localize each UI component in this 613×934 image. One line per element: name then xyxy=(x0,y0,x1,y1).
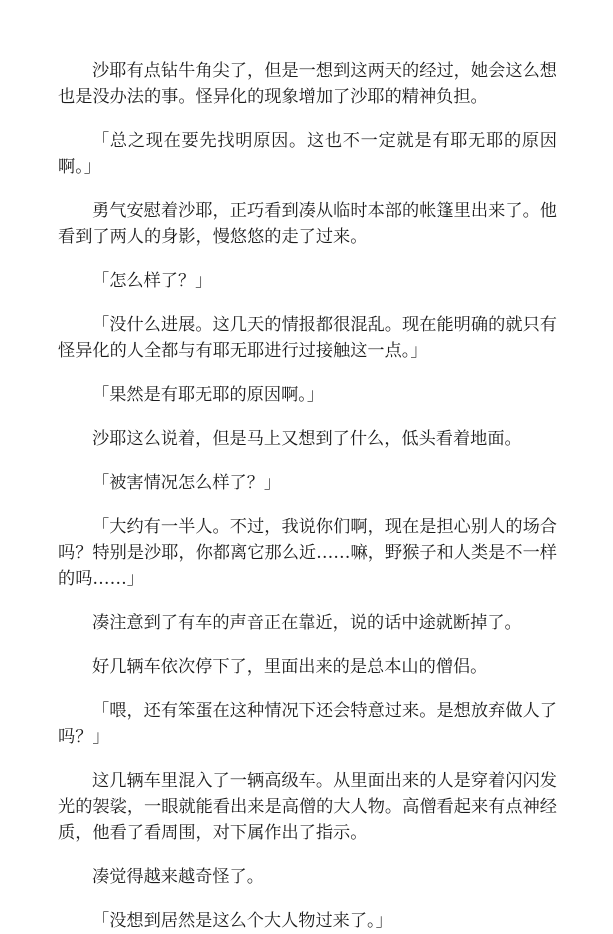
paragraph: 「果然是有耶无耶的原因啊。」 xyxy=(92,385,325,405)
paragraph: 「总之现在要先找明原因。这也不一定就是有耶无耶的原因啊。」 xyxy=(58,131,557,177)
paragraph: 凑觉得越来越奇怪了。 xyxy=(92,867,264,887)
paragraph: 勇气安慰着沙耶，正巧看到凑从临时本部的帐篷里出来了。他看到了两人的身影，慢悠悠的走了过来。 xyxy=(58,201,557,247)
paragraph: 「喂，还有笨蛋在这种情况下还会特意过来。是想放弃做人了吗？」 xyxy=(58,701,557,747)
paragraph: 「被害情况怎么样了？」 xyxy=(92,473,282,493)
paragraph: 凑注意到了有车的声音正在靠近，说的话中途就断掉了。 xyxy=(92,613,522,633)
paragraph: 沙耶这么说着，但是马上又想到了什么，低头看着地面。 xyxy=(92,429,522,449)
paragraph: 「怎么样了？」 xyxy=(92,271,213,291)
paragraph: 好几辆车依次停下了，里面出来的是总本山的僧侣。 xyxy=(92,657,488,677)
paragraph: 「没什么进展。这几天的情报都很混乱。现在能明确的就只有怪异化的人全都与有耶无耶进行过接触这一点。」 xyxy=(58,315,557,361)
paragraph: 「大约有一半人。不过，我说你们啊，现在是担心别人的场合吗？特别是沙耶，你都离它那么近……嘛，野猴子和人类是不一样的吗……」 xyxy=(58,517,557,589)
paragraph: 这几辆车里混入了一辆高级车。从里面出来的人是穿着闪闪发光的袈裟，一眼就能看出来是高僧的大人物。高僧看起来有点神经质，他看了看周围，对下属作出了指示。 xyxy=(58,771,557,843)
paragraph: 沙耶有点钻牛角尖了，但是一想到这两天的经过，她会这么想也是没办法的事。怪异化的现象增加了沙耶的精神负担。 xyxy=(58,61,557,107)
paragraph: 「没想到居然是这么个大人物过来了。」 xyxy=(92,911,393,931)
